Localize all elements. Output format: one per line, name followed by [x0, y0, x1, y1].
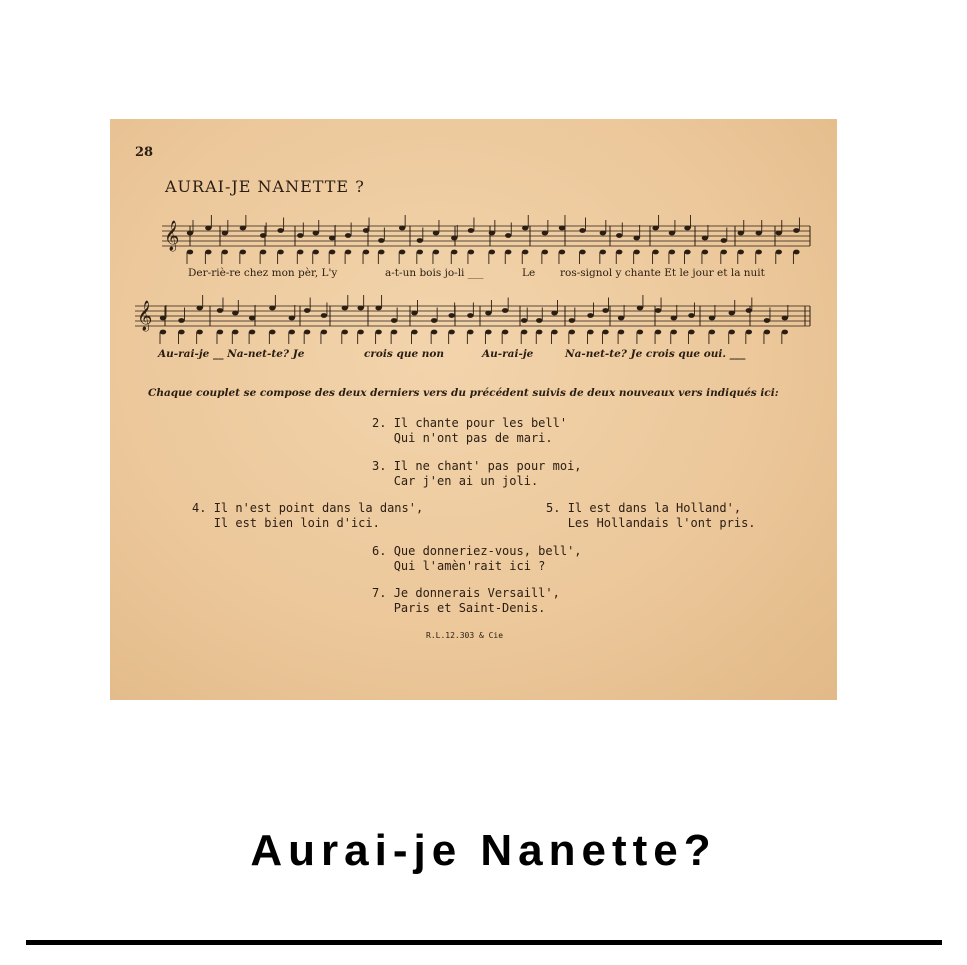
note-head	[345, 250, 351, 255]
note-head	[357, 306, 363, 311]
note-head	[260, 233, 266, 238]
note-head	[505, 233, 511, 238]
note-head	[269, 330, 275, 335]
note-head	[521, 318, 527, 323]
note-head	[702, 236, 708, 241]
treble-clef-icon: 𝄞	[137, 301, 153, 331]
note-head	[240, 250, 246, 255]
note-head	[289, 316, 295, 321]
note-head	[260, 250, 266, 255]
note-head	[160, 330, 166, 335]
note-head	[522, 250, 528, 255]
note-head	[277, 250, 283, 255]
note-head	[304, 330, 310, 335]
sheet-music-page	[110, 119, 837, 700]
note-head	[160, 316, 166, 321]
note-head	[793, 250, 799, 255]
note-head	[684, 250, 690, 255]
note-head	[297, 233, 303, 238]
note-head	[738, 250, 744, 255]
verse-6: 6. Que donneriez-vous, bell', Qui l'amèn'rait ici ?	[372, 544, 582, 573]
note-head	[669, 250, 675, 255]
note-head	[505, 250, 511, 255]
note-head	[559, 226, 565, 231]
note-head	[289, 330, 295, 335]
verse-5: 5. Il est dans la Holland', Les Hollandais l'ont pris.	[546, 501, 756, 530]
note-head	[345, 233, 351, 238]
verse-3: 3. Il ne chant' pas pour moi, Car j'en ai un joli.	[372, 459, 582, 488]
note-head	[304, 308, 310, 313]
note-head	[551, 311, 557, 316]
note-head	[688, 313, 694, 318]
note-head	[232, 311, 238, 316]
lyric-fragment: ros-signol y chante Et le jour et la nuit	[560, 267, 765, 279]
note-head	[375, 306, 381, 311]
note-head	[363, 250, 369, 255]
note-head	[448, 313, 454, 318]
lyric-fragment: crois que non	[364, 348, 445, 360]
publisher-reference: R.L.12.303 & Cie	[426, 631, 504, 640]
note-head	[249, 330, 255, 335]
note-head	[178, 318, 184, 323]
note-head	[587, 330, 593, 335]
note-head	[721, 250, 727, 255]
note-head	[764, 330, 770, 335]
note-head	[756, 231, 762, 236]
note-head	[357, 330, 363, 335]
note-head	[502, 330, 508, 335]
verse-7: 7. Je donnerais Versaill', Paris et Saint-Denis.	[372, 586, 560, 615]
lyric-fragment: Au-rai-je __ Na-net-te? Je	[158, 348, 305, 360]
note-head	[671, 316, 677, 321]
note-head	[559, 250, 565, 255]
page-number: 28	[135, 145, 154, 160]
note-head	[196, 330, 202, 335]
verse-4: 4. Il n'est point dans la dans', Il est bien loin d'ici.	[192, 501, 424, 530]
note-head	[688, 330, 694, 335]
treble-clef-icon: 𝄞	[164, 221, 180, 251]
note-head	[746, 308, 752, 313]
note-head	[232, 330, 238, 335]
bottom-rule	[26, 940, 942, 945]
note-head	[485, 330, 491, 335]
note-head	[764, 318, 770, 323]
note-head	[391, 318, 397, 323]
note-head	[536, 318, 542, 323]
note-head	[729, 330, 735, 335]
note-head	[600, 231, 606, 236]
note-head	[277, 228, 283, 233]
note-head	[602, 308, 608, 313]
note-head	[782, 330, 788, 335]
note-head	[637, 306, 643, 311]
note-head	[451, 236, 457, 241]
note-head	[249, 316, 255, 321]
note-head	[217, 308, 223, 313]
note-head	[431, 330, 437, 335]
note-head	[321, 313, 327, 318]
note-head	[485, 311, 491, 316]
note-head	[776, 250, 782, 255]
note-head	[587, 313, 593, 318]
note-head	[738, 231, 744, 236]
note-head	[633, 250, 639, 255]
note-head	[297, 250, 303, 255]
note-head	[313, 250, 319, 255]
note-head	[669, 231, 675, 236]
note-head	[502, 308, 508, 313]
note-head	[329, 236, 335, 241]
note-head	[399, 250, 405, 255]
verse-2: 2. Il chante pour les bell' Qui n'ont pas de mari.	[372, 416, 568, 445]
note-head	[217, 330, 223, 335]
note-head	[468, 250, 474, 255]
note-head	[467, 313, 473, 318]
note-head	[431, 318, 437, 323]
note-head	[522, 226, 528, 231]
song-title: AURAI-JE NANETTE ?	[165, 177, 365, 196]
note-head	[187, 231, 193, 236]
note-head	[411, 311, 417, 316]
note-head	[205, 250, 211, 255]
lyric-fragment: a-t-un bois jo-li ___	[385, 267, 484, 279]
note-head	[313, 231, 319, 236]
note-head	[196, 306, 202, 311]
note-head	[551, 330, 557, 335]
note-head	[321, 330, 327, 335]
note-head	[600, 250, 606, 255]
note-head	[448, 330, 454, 335]
lyric-fragment: Le	[522, 267, 536, 279]
note-head	[378, 238, 384, 243]
note-head	[569, 330, 575, 335]
note-head	[467, 330, 473, 335]
note-head	[342, 306, 348, 311]
note-head	[702, 250, 708, 255]
note-head	[417, 238, 423, 243]
note-head	[399, 226, 405, 231]
note-head	[375, 330, 381, 335]
note-head	[618, 316, 624, 321]
note-head	[521, 330, 527, 335]
note-head	[729, 311, 735, 316]
note-head	[655, 308, 661, 313]
note-head	[652, 226, 658, 231]
note-head	[618, 330, 624, 335]
note-head	[222, 231, 228, 236]
note-head	[178, 330, 184, 335]
note-head	[363, 228, 369, 233]
note-head	[579, 250, 585, 255]
note-head	[269, 306, 275, 311]
note-head	[433, 231, 439, 236]
note-head	[637, 330, 643, 335]
music-staff-1	[110, 214, 837, 274]
note-head	[378, 250, 384, 255]
note-head	[655, 330, 661, 335]
note-head	[709, 316, 715, 321]
caption-title: Aurai-je Nanette?	[250, 826, 717, 875]
note-head	[222, 250, 228, 255]
note-head	[616, 250, 622, 255]
note-head	[489, 231, 495, 236]
lyric-fragment: Au-rai-je	[482, 348, 534, 360]
note-head	[709, 330, 715, 335]
note-head	[616, 233, 622, 238]
note-head	[542, 231, 548, 236]
verse-instruction: Chaque couplet se compose des deux derniers vers du précédent suivis de deux nouveaux vers indiqués ici:	[148, 387, 779, 399]
note-head	[652, 250, 658, 255]
note-head	[342, 330, 348, 335]
note-head	[205, 226, 211, 231]
note-head	[489, 250, 495, 255]
note-head	[240, 226, 246, 231]
note-head	[417, 250, 423, 255]
note-head	[776, 231, 782, 236]
note-head	[793, 228, 799, 233]
note-head	[536, 330, 542, 335]
note-head	[391, 330, 397, 335]
note-head	[782, 316, 788, 321]
note-head	[542, 250, 548, 255]
note-head	[633, 236, 639, 241]
note-head	[756, 250, 762, 255]
note-head	[329, 250, 335, 255]
note-head	[451, 250, 457, 255]
note-head	[684, 226, 690, 231]
note-head	[746, 330, 752, 335]
lyric-fragment: Der-riè-re chez mon pèr, L'y	[188, 267, 338, 279]
note-head	[187, 250, 193, 255]
music-staff-2	[110, 294, 837, 354]
note-head	[579, 228, 585, 233]
note-head	[433, 250, 439, 255]
lyric-fragment: Na-net-te? Je crois que oui. ___	[565, 348, 746, 360]
note-head	[468, 228, 474, 233]
note-head	[569, 318, 575, 323]
note-head	[671, 330, 677, 335]
note-head	[411, 330, 417, 335]
note-head	[721, 238, 727, 243]
note-head	[602, 330, 608, 335]
